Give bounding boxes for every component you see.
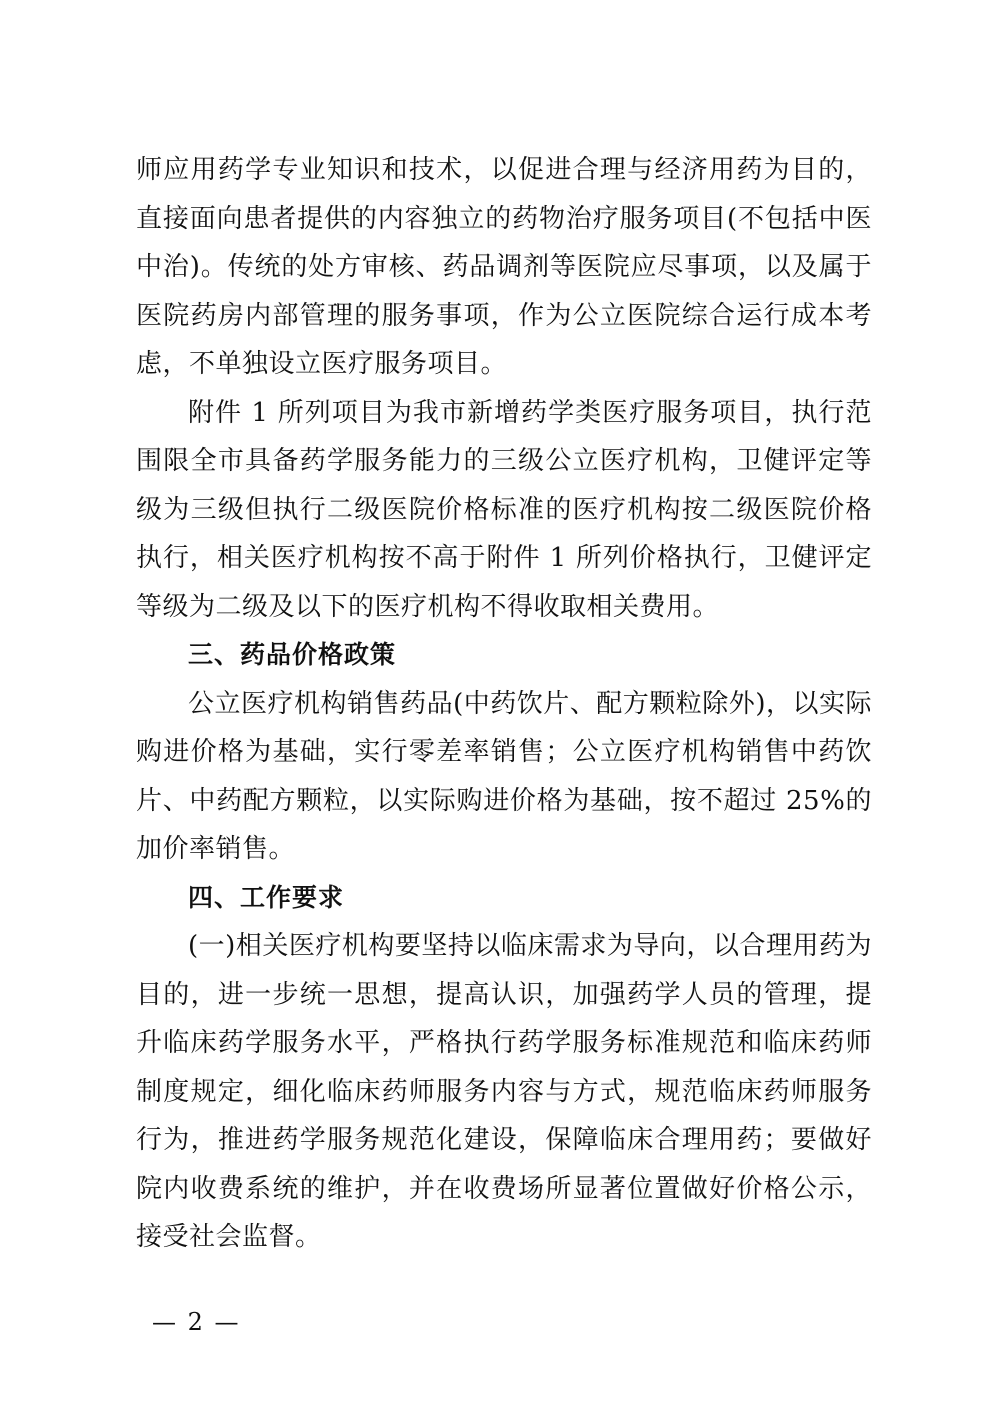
page-number: — 2 — xyxy=(152,1308,241,1336)
paragraph-pharmacy-service-definition: 师应用药学专业知识和技术，以促进合理与经济用药为目的，直接面向患者提供的内容独立的药物治疗服务项目(不包括中医中治)。传统的处方审核、药品调剂等医院应尽事项，以及属于医院药房内部管理的服务事项，作为公立医院综合运行成本考虑，不单独设立医疗服务项目。 xyxy=(136,155,872,379)
paragraph-attachment-scope: 附件 1 所列项目为我市新增药学类医疗服务项目，执行范围限全市具备药学服务能力的三级公立医疗机构，卫健评定等级为三级但执行二级医院价格标准的医疗机构按二级医院价格执行，相关医疗机构按不高于附件 1 所列价格执行，卫健评定等级为二级及以下的医疗机构不得收取相关费用。 xyxy=(136,397,872,622)
section-heading-work-requirements: 四、工作要求 xyxy=(188,882,345,912)
paragraph-requirement-one: (一)相关医疗机构要坚持以临床需求为导向，以合理用药为目的，进一步统一思想，提高认识，加强药学人员的管理，提升临床药学服务水平，严格执行药学服务标准规范和临床药师制度规定，细化临床药师服务内容与方式，规范临床药师服务行为，推进药学服务规范化建设，保障临床合理用药；要做好院内收费系统的维护，并在收费场所显著位置做好价格公示，接受社会监督。 xyxy=(136,931,872,1252)
section-heading-drug-price-policy: 三、药品价格政策 xyxy=(188,640,397,669)
document-page xyxy=(136,146,872,1262)
paragraph-drug-pricing: 公立医疗机构销售药品(中药饮片、配方颗粒除外)，以实际购进价格为基础，实行零差率销售；公立医疗机构销售中药饮片、中药配方颗粒，以实际购进价格为基础，按不超过 25%的加价率销售。 xyxy=(136,688,872,864)
